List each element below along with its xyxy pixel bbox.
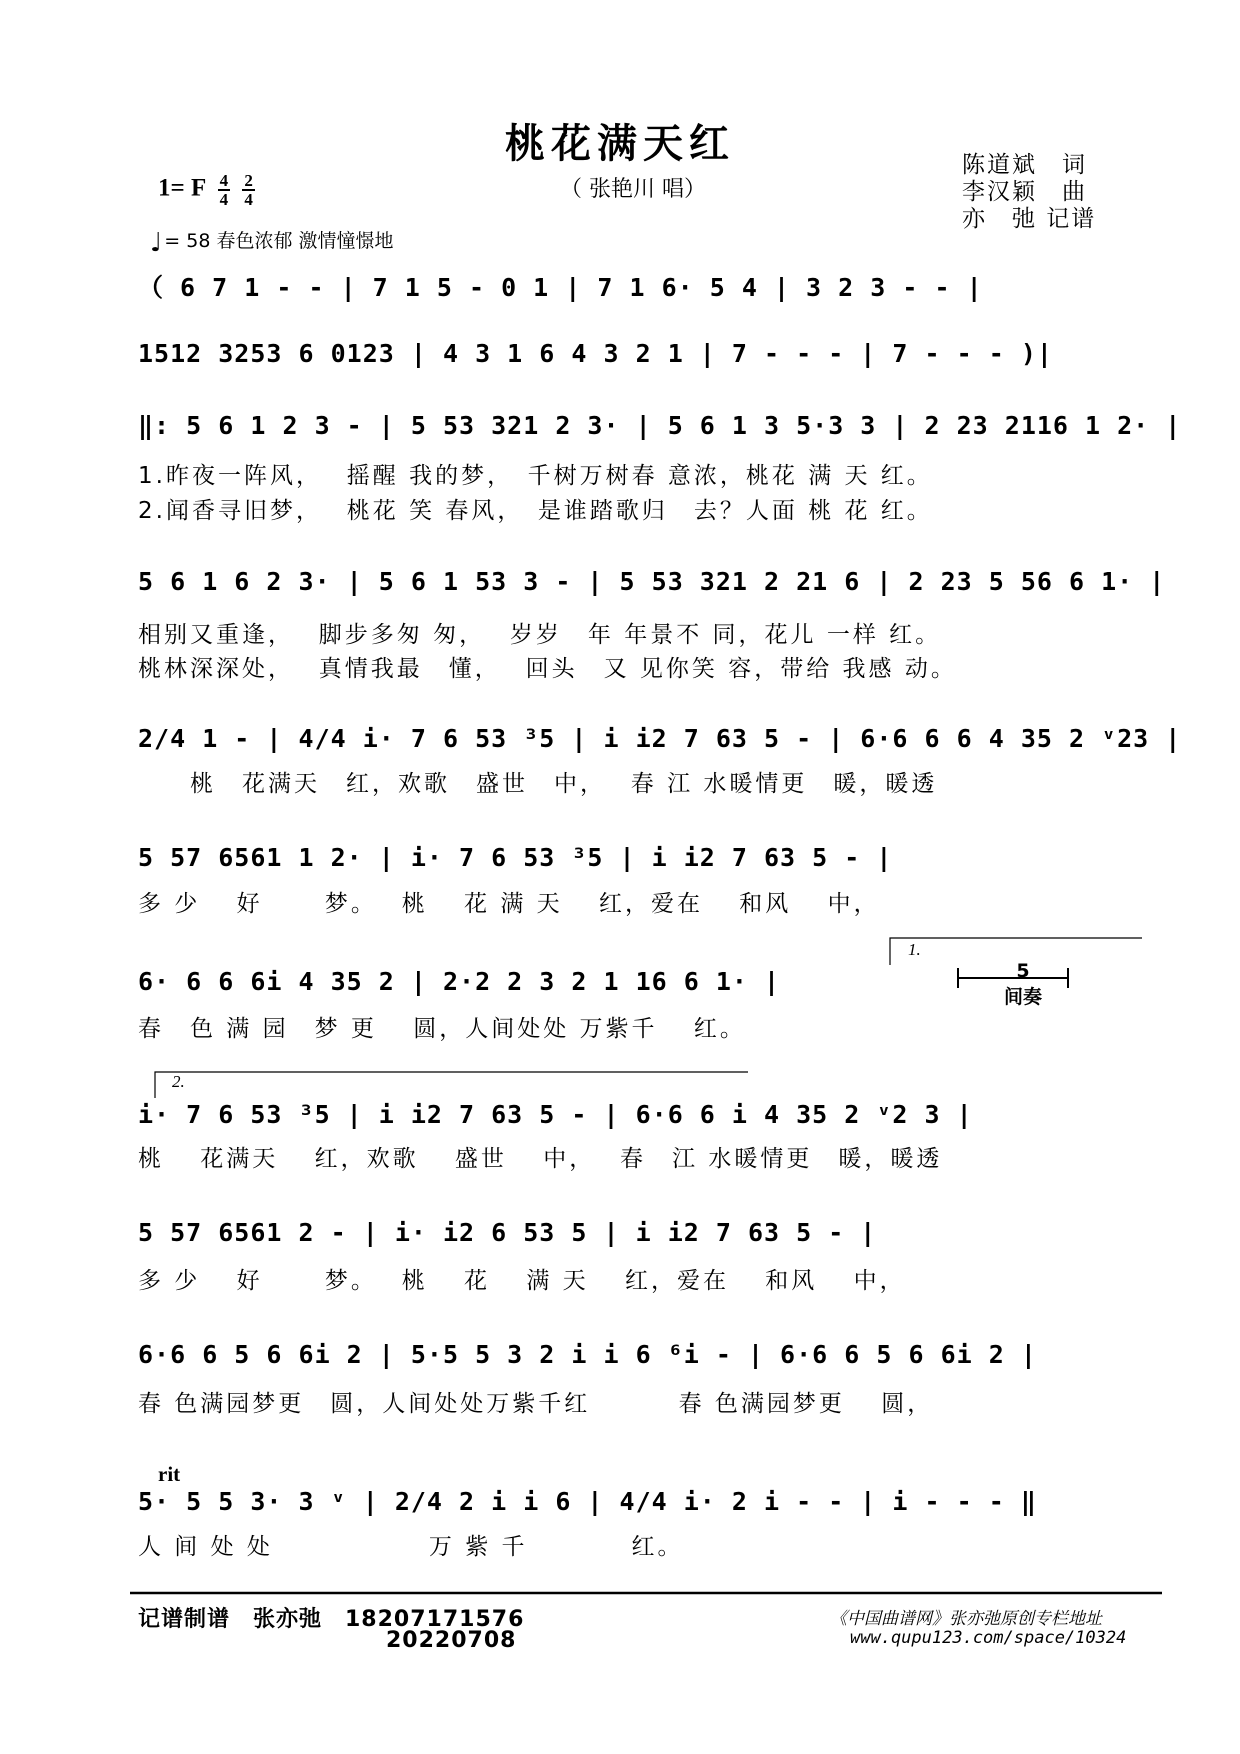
footer-site-title: 《中国曲谱网》张亦弛原创专栏地址	[830, 1609, 1102, 1629]
score-row-11: 5· 5 5 3· 3 ᵛ | 2/4 2 i i 6 | 4/4 i· 2 i - - | i - - - ‖	[138, 1487, 1037, 1516]
score-row-1: （ 6 7 1 - - | 7 1 5 - 0 1 | 7 1 6· 5 4 | 3 2 3 - - |	[138, 273, 983, 302]
footer-date: 20220708	[386, 1628, 517, 1653]
score-row-10: 6·6 6 5 6 6i 2 | 5·5 5 3 2 i i 6 ⁶i - | 6·6 6 5 6 6i 2 |	[138, 1340, 1037, 1369]
lyric-row-7: 春 色 满 园 梦 更 圆，人间处处 万紫千 红。	[138, 1016, 746, 1042]
rit-marking: rit	[158, 1462, 181, 1486]
lyric-row-3a: 1.昨夜一阵风， 摇醒 我的梦， 千树万树春 意浓，桃花 满 天 红。	[138, 463, 933, 489]
lyric-row-9: 多 少 好 梦。 桃 花 满 天 红，爱在 和风 中，	[138, 1268, 906, 1294]
lyricist-credit: 陈道斌 词	[962, 152, 1087, 178]
volta-2-label: 2.	[172, 1072, 185, 1091]
key-label: 1= F	[158, 174, 206, 202]
score-row-8: i· 7 6 53 ³5 | i i2 7 63 5 - | 6·6 6 i 4 35 2 ᵛ2 3 |	[138, 1100, 973, 1129]
lyric-row-4a: 相别又重逢， 脚步多匆 匆， 岁岁 年 年景不 同，花儿 一样 红。	[138, 622, 942, 648]
lyric-row-5: 桃 花满天 红，欢歌 盛世 中， 春 江 水暖情更 暖，暖透	[138, 771, 938, 797]
score-row-5: 2/4 1 - | 4/4 i· 7 6 53 ³5 | i i2 7 63 5 - | 6·6 6 6 4 35 2 ᵛ23 |	[138, 724, 1182, 753]
volta-1-label: 1.	[908, 940, 921, 959]
time-signature-2-4: $\frac{2}{4}$	[244, 171, 253, 209]
footer-site-url[interactable]: www.qupu123.com/space/10324	[850, 1628, 1127, 1648]
score-row-7: 6· 6 6 6i 4 35 2 | 2·2 2 3 2 1 16 6 1· |	[138, 967, 781, 996]
lyric-row-11: 人 间 处 处 万 紫 千 红。	[138, 1534, 684, 1560]
score-row-3: ‖: 5 6 1 2 3 - | 5 53 321 2 3· | 5 6 1 3 5·3 3 | 2 23 2116 1 2· |	[138, 411, 1182, 440]
score-row-6: 5 57 6561 1 2· | i· 7 6 53 ³5 | i i2 7 63 5 - |	[138, 843, 893, 872]
singer-credit: （ 张艳川 唱）	[560, 177, 706, 202]
composer-credit: 李汉颖 曲	[962, 179, 1087, 205]
transcriber-credit: 亦 弛 记谱	[962, 206, 1097, 232]
time-signature-4-4: $\frac{4}{4}$	[219, 171, 229, 209]
tempo-marking	[150, 226, 394, 258]
key-signature	[158, 172, 255, 208]
interlude-label: 间奏	[1003, 986, 1042, 1008]
lyric-row-8: 桃 花满天 红，欢歌 盛世 中， 春 江 水暖情更 暖，暖透	[138, 1146, 943, 1172]
score-row-9: 5 57 6561 2 - | i· i2 6 53 5 | i i2 7 63 5 - |	[138, 1218, 877, 1247]
score-row-2: 1512 3253 6 0123 | 4 3 1 6 4 3 2 1 | 7 - - - | 7 - - - )|	[138, 339, 1053, 368]
expression-text: 春色浓郁 激情憧憬地	[216, 230, 394, 252]
quarter-note-icon: ♩	[150, 228, 163, 258]
interlude-block	[968, 960, 1078, 1009]
tempo-value: = 58	[164, 230, 211, 252]
interlude-bars: 5	[1016, 960, 1030, 982]
lyric-row-6: 多 少 好 梦。 桃 花 满 天 红，爱在 和风 中，	[138, 891, 880, 917]
lyric-row-4b: 桃林深深处， 真情我最 懂， 回头 又 见你笑 容，带给 我感 动。	[138, 656, 957, 682]
lyric-row-3b: 2.闻香寻旧梦， 桃花 笑 春风， 是谁踏歌归 去？人面 桃 花 红。	[138, 498, 933, 524]
score-row-4: 5 6 1 6 2 3· | 5 6 1 53 3 - | 5 53 321 2 21 6 | 2 23 5 56 6 1· |	[138, 567, 1166, 596]
footer-maker: 记谱制谱 张亦弛 18207171576	[138, 1607, 525, 1632]
lyric-row-10: 春 色满园梦更 圆，人间处处万紫千红 春 色满园梦更 圆，	[138, 1391, 934, 1417]
volta-2-bracket	[155, 1072, 748, 1098]
song-title: 桃花满天红	[505, 120, 735, 167]
